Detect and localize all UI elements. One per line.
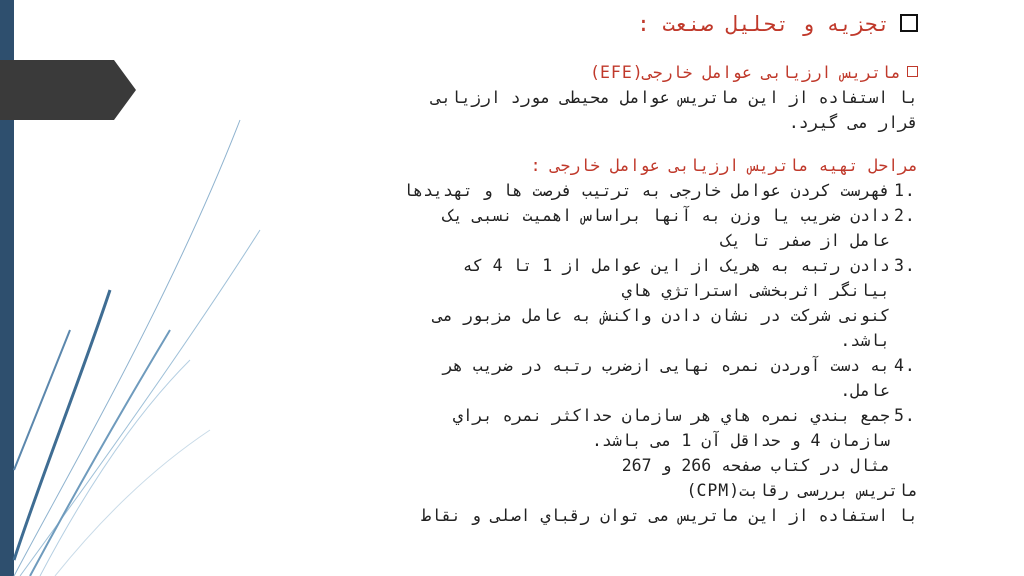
subtitle-text: ماتریس ارزیابی عوامل خارجی(EFE)	[590, 63, 901, 82]
step-number: 3.	[894, 256, 916, 275]
slide-content	[230, 6, 918, 576]
step-line: فهرست کردن عوامل خارجی به ترتیب فرصت ها و تهدیدها	[403, 181, 890, 200]
step-line: مثال در کتاب صفحه 266 و 267	[621, 456, 890, 475]
steps-list	[230, 178, 918, 478]
step-line: عامل از صفر تا یک	[721, 231, 890, 250]
checkbox-bullet-icon	[900, 14, 918, 32]
step-line: کنونی شرکت در نشان دادن واکنش به عامل مزبور می	[433, 306, 890, 325]
step-line: جمع بندي نمره هاي هر سازمان حداکثر نمره براي	[452, 406, 890, 425]
arrow-tab-shape	[0, 60, 136, 120]
step-line: دادن رتبه به هریک از این عوامل از 1 تا 4 که	[462, 256, 890, 275]
steps-heading: مراحل تهیه ماتریس ارزیابی عوامل خارجی :	[530, 156, 918, 175]
checkbox-bullet-icon	[907, 66, 918, 77]
intro-line-2: قرار می گیرد.	[788, 113, 918, 132]
step-line: دادن ضریب یا وزن به آنها براساس اهمیت نسبی یک	[442, 206, 890, 225]
slide-title	[230, 6, 918, 42]
step-item	[230, 353, 916, 403]
step-item	[230, 403, 916, 478]
step-number: 2.	[894, 206, 916, 225]
slide-title-text: تجزیه و تحلیل صنعت :	[637, 12, 890, 36]
step-item	[230, 203, 916, 253]
step-line: به دست آوردن نمره نهایی ازضرب رتبه در ضریب هر	[442, 356, 890, 375]
subtitle	[230, 60, 918, 85]
step-line: بیانگر اثربخشی استراتژي هاي	[621, 281, 890, 300]
step-number: 1.	[894, 181, 916, 200]
step-line: سازمان 4 و حداقل آن 1 می باشد.	[591, 431, 890, 450]
cpm-title: ماتریس بررسی رقابت(CPM)	[686, 481, 918, 500]
step-item	[230, 253, 916, 353]
step-line: عامل.	[840, 381, 890, 400]
step-line: باشد.	[840, 331, 890, 350]
step-item	[230, 178, 916, 203]
cpm-line-1: با استفاده از این ماتریس می توان رقباي اصلی و نقاط	[421, 506, 918, 525]
intro-line-1: با استفاده از این ماتریس عوامل محیطی مورد ارزیابی	[431, 88, 918, 107]
step-number: 4.	[894, 356, 916, 375]
step-number: 5.	[894, 406, 916, 425]
